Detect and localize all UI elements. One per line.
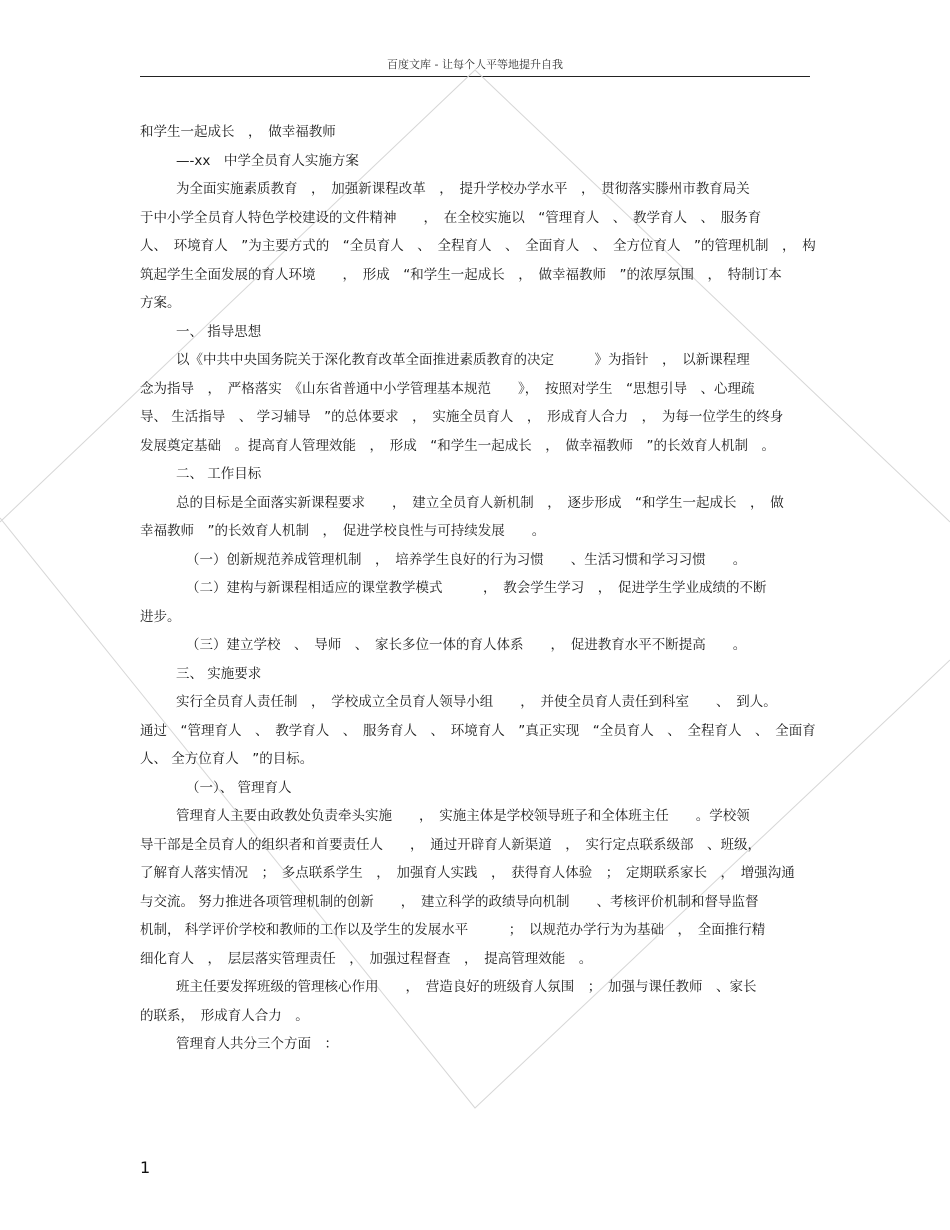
- body-line: 进步。: [140, 608, 181, 625]
- body-line: 导、 生活指导 、 学习辅导 ”的总体要求 ， 实施全员育人 ， 形成育人合力 ， 为每一位学生的终身: [140, 409, 784, 425]
- body-line: 与交流。 努力推进各项管理机制的创新 ， 建立科学的政绩导向机制 、考核评价机制和督导监督: [140, 893, 759, 910]
- body-line: 于中小学全员育人特色学校建设的文件精神 ， 在全校实施以 “管理育人 、 教学育人 、 服务育: [140, 209, 762, 226]
- body-line: 发展奠定基础 。提高育人管理效能 ， 形成 “和学生一起成长 ， 做幸福教师 ”的长效育人机制 。: [140, 437, 775, 454]
- document-body: [140, 118, 816, 1059]
- body-line: 为全面实施素质教育 ， 加强新课程改革 ， 提升学校办学水平 ， 贯彻落实滕州市教育局关: [176, 181, 750, 197]
- title-line: 和学生一起成长 ， 做幸福教师: [140, 124, 336, 140]
- body-line: 班主任要发挥班级的管理核心作用 ， 营造良好的班级育人氛围 ； 加强与课任教师 、家长: [176, 979, 757, 995]
- page-number: 1: [140, 1158, 151, 1177]
- page-header: 百度文库 - 让每个人平等地提升自我: [387, 58, 563, 71]
- list-item: （一）创新规范养成管理机制 ， 培养学生良好的行为习惯 、生活习惯和学习习惯 。: [186, 551, 747, 568]
- body-line: 人、 全方位育人 ”的目标。: [140, 751, 314, 767]
- list-item: （三）建立学校 、 导师 、 家长多位一体的育人体系 ， 促进教育水平不断提高 。: [186, 637, 747, 653]
- body-line: 实行全员育人责任制 ， 学校成立全员育人领导小组 ， 并使全员育人责任到科室 、 到人。: [176, 694, 777, 710]
- body-line: 通过 “管理育人 、 教学育人 、 服务育人 、 环境育人 ”真正实现 “全员育人 、 全程育人 、 全面育: [140, 722, 816, 739]
- body-line: 管理育人共分三个方面 ：: [176, 1036, 338, 1052]
- subtitle-line: —-xx 中学全员育人实施方案: [176, 152, 359, 169]
- body-line: 管理育人主要由政教处负责牵头实施 ， 实施主体是学校领导班子和全体班主任 。学校领: [176, 808, 750, 824]
- body-line: 方案。: [140, 295, 181, 311]
- section-heading: 三、 实施要求: [176, 665, 262, 682]
- section-heading: 一、 指导思想: [176, 323, 262, 340]
- body-line: 导干部是全员育人的组织者和首要责任人 ， 通过开辟育人新渠道 ， 实行定点联系级部 、班级，: [140, 836, 761, 853]
- body-line: 人、 环境育人 ”为主要方式的 “全员育人 、 全程育人 、 全面育人 、 全方位育人 ”的管理机制 ， 构: [140, 238, 816, 254]
- body-line: 幸福教师 ”的长效育人机制 ， 促进学校良性与可持续发展 。: [140, 523, 546, 539]
- subsection-heading: （一）、 管理育人: [186, 779, 292, 796]
- body-line: 的联系， 形成育人合力 。: [140, 1007, 309, 1024]
- body-line: 细化育人 ， 层层落实管理责任 ， 加强过程督查 ， 提高管理效能 。: [140, 950, 593, 967]
- section-heading: 二、 工作目标: [176, 466, 262, 482]
- body-line: 了解育人落实情况 ； 多点联系学生 ， 加强育人实践 ， 获得育人体验 ； 定期联系家长 ， 增强沟通: [140, 865, 795, 881]
- body-line: 以《中共中央国务院关于深化教育改革全面推进素质教育的决定 》为指针 ， 以新课程理: [176, 352, 750, 368]
- body-line: 总的目标是全面落实新课程要求 ， 建立全员育人新机制 ， 逐步形成 “和学生一起成长 ， 做: [176, 494, 784, 511]
- body-line: 机制， 科学评价学校和教师的工作以及学生的发展水平 ； 以规范办学行为为基础 ， 全面推行精: [140, 922, 766, 938]
- list-item: （二）建构与新课程相适应的课堂教学模式 ， 教会学生学习 ， 促进学生学业成绩的不断: [186, 580, 767, 596]
- body-line: 筑起学生全面发展的育人环境 ， 形成 “和学生一起成长 ， 做幸福教师 ”的浓厚氛围 ， 特制订本: [140, 266, 782, 283]
- header-divider: [140, 76, 810, 77]
- body-line: 念为指导 ， 严格落实 《山东省普通中小学管理基本规范 》， 按照对学生 “思想引导 、心理疏: [140, 380, 755, 397]
